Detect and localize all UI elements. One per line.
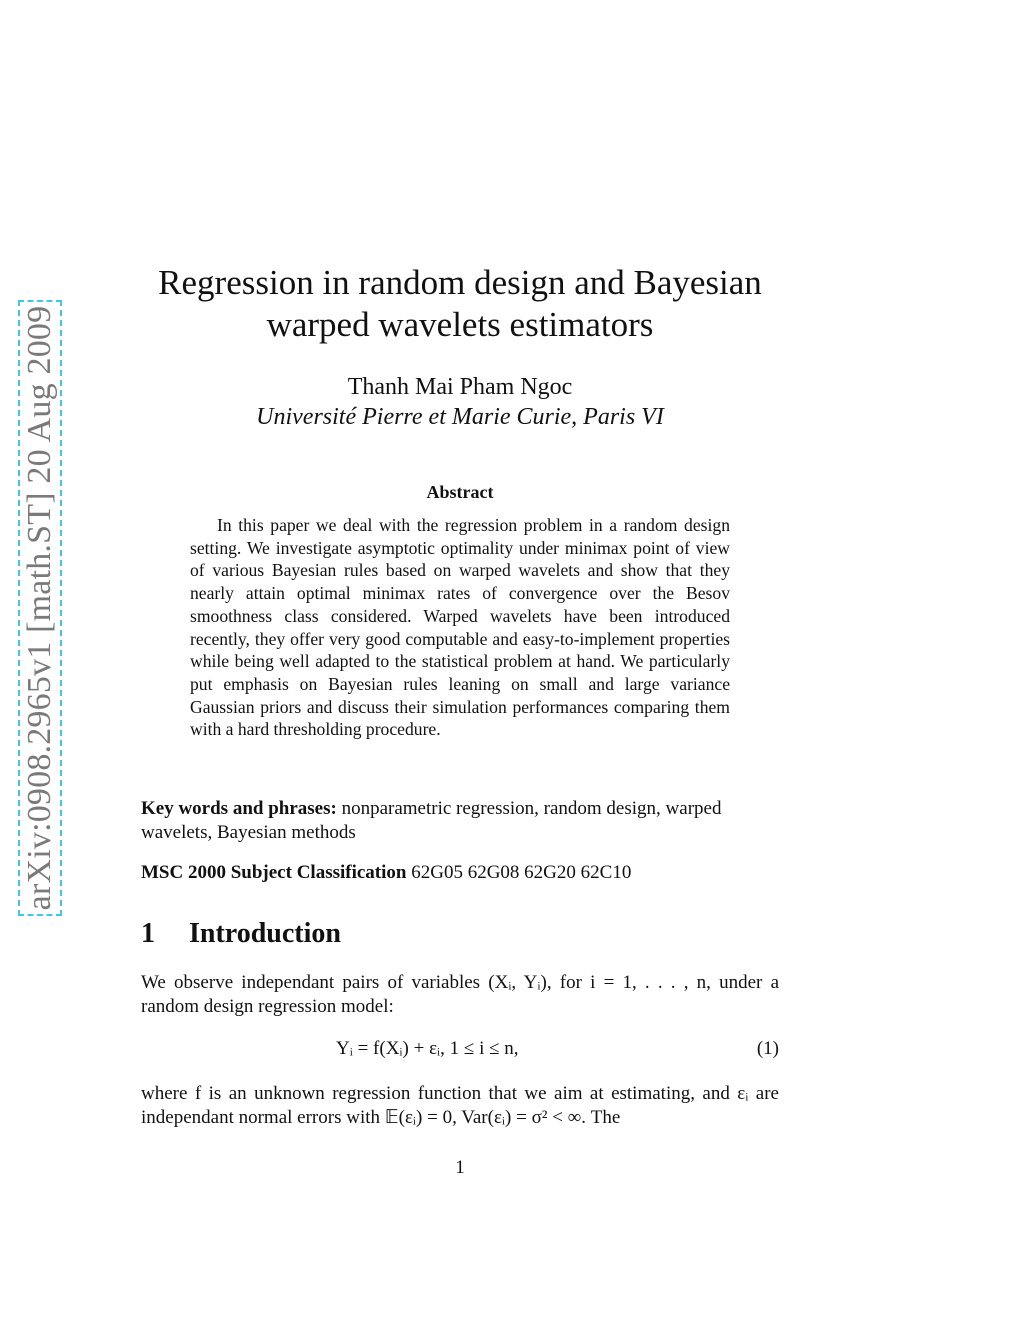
- equation-body: Yᵢ = f(Xᵢ) + εᵢ, 1 ≤ i ≤ n,: [336, 1038, 519, 1059]
- msc-codes: 62G05 62G08 62G20 62C10: [411, 862, 632, 883]
- keywords: [141, 797, 795, 845]
- title-line-2: warped wavelets estimators: [266, 305, 654, 344]
- msc-label: MSC 2000 Subject Classification: [141, 862, 407, 883]
- author-affiliation: Université Pierre et Marie Curie, Paris VI: [256, 404, 664, 430]
- equation-number: (1): [756, 1038, 779, 1059]
- abstract-text: In this paper we deal with the regression problem in a random design setting. We investigate asymptotic optimality under minimax point of view of various Bayesian rules based on warped wavelets and show that they nearly attain optimal minimax rates of convergence over the Besov smoothness class considered. Warped wavelets have been introduced recently, they offer very good computable and easy-to-implement properties while being well adapted to the statistical problem at hand. We particularly put emphasis on Bayesian rules leaning on small and large variance Gaussian priors and discuss their simulation performances comparing them with a hard thresholding procedure.: [190, 515, 730, 740]
- arxiv-side-stamp: [18, 300, 62, 916]
- arxiv-identifier: arXiv:0908.2965v1 [math.ST] 20 Aug 2009: [21, 305, 58, 911]
- paper-title: [130, 262, 790, 346]
- msc-classification: [141, 861, 795, 885]
- section-title: Introduction: [189, 918, 341, 949]
- abstract-heading: Abstract: [426, 482, 494, 502]
- keywords-label: Key words and phrases:: [141, 798, 337, 819]
- author-name: Thanh Mai Pham Ngoc: [347, 374, 573, 400]
- section-heading: [141, 918, 341, 950]
- section-number: 1: [141, 918, 155, 949]
- page-number: 1: [455, 1157, 465, 1178]
- intro-paragraph-1: We observe independant pairs of variables (Xᵢ, Yᵢ), for i = 1, . . . , n, under a random design regression model:: [141, 972, 779, 1017]
- intro-paragraph-2: where f is an unknown regression function that we aim at estimating, and εᵢ are independant normal errors with 𝔼(εᵢ) = 0, Var(εᵢ) = σ² < ∞. The: [141, 1083, 779, 1128]
- title-line-1: Regression in random design and Bayesian: [158, 263, 762, 302]
- keywords-text: nonparametric regression, random design, warped wavelets, Bayesian methods: [141, 798, 722, 843]
